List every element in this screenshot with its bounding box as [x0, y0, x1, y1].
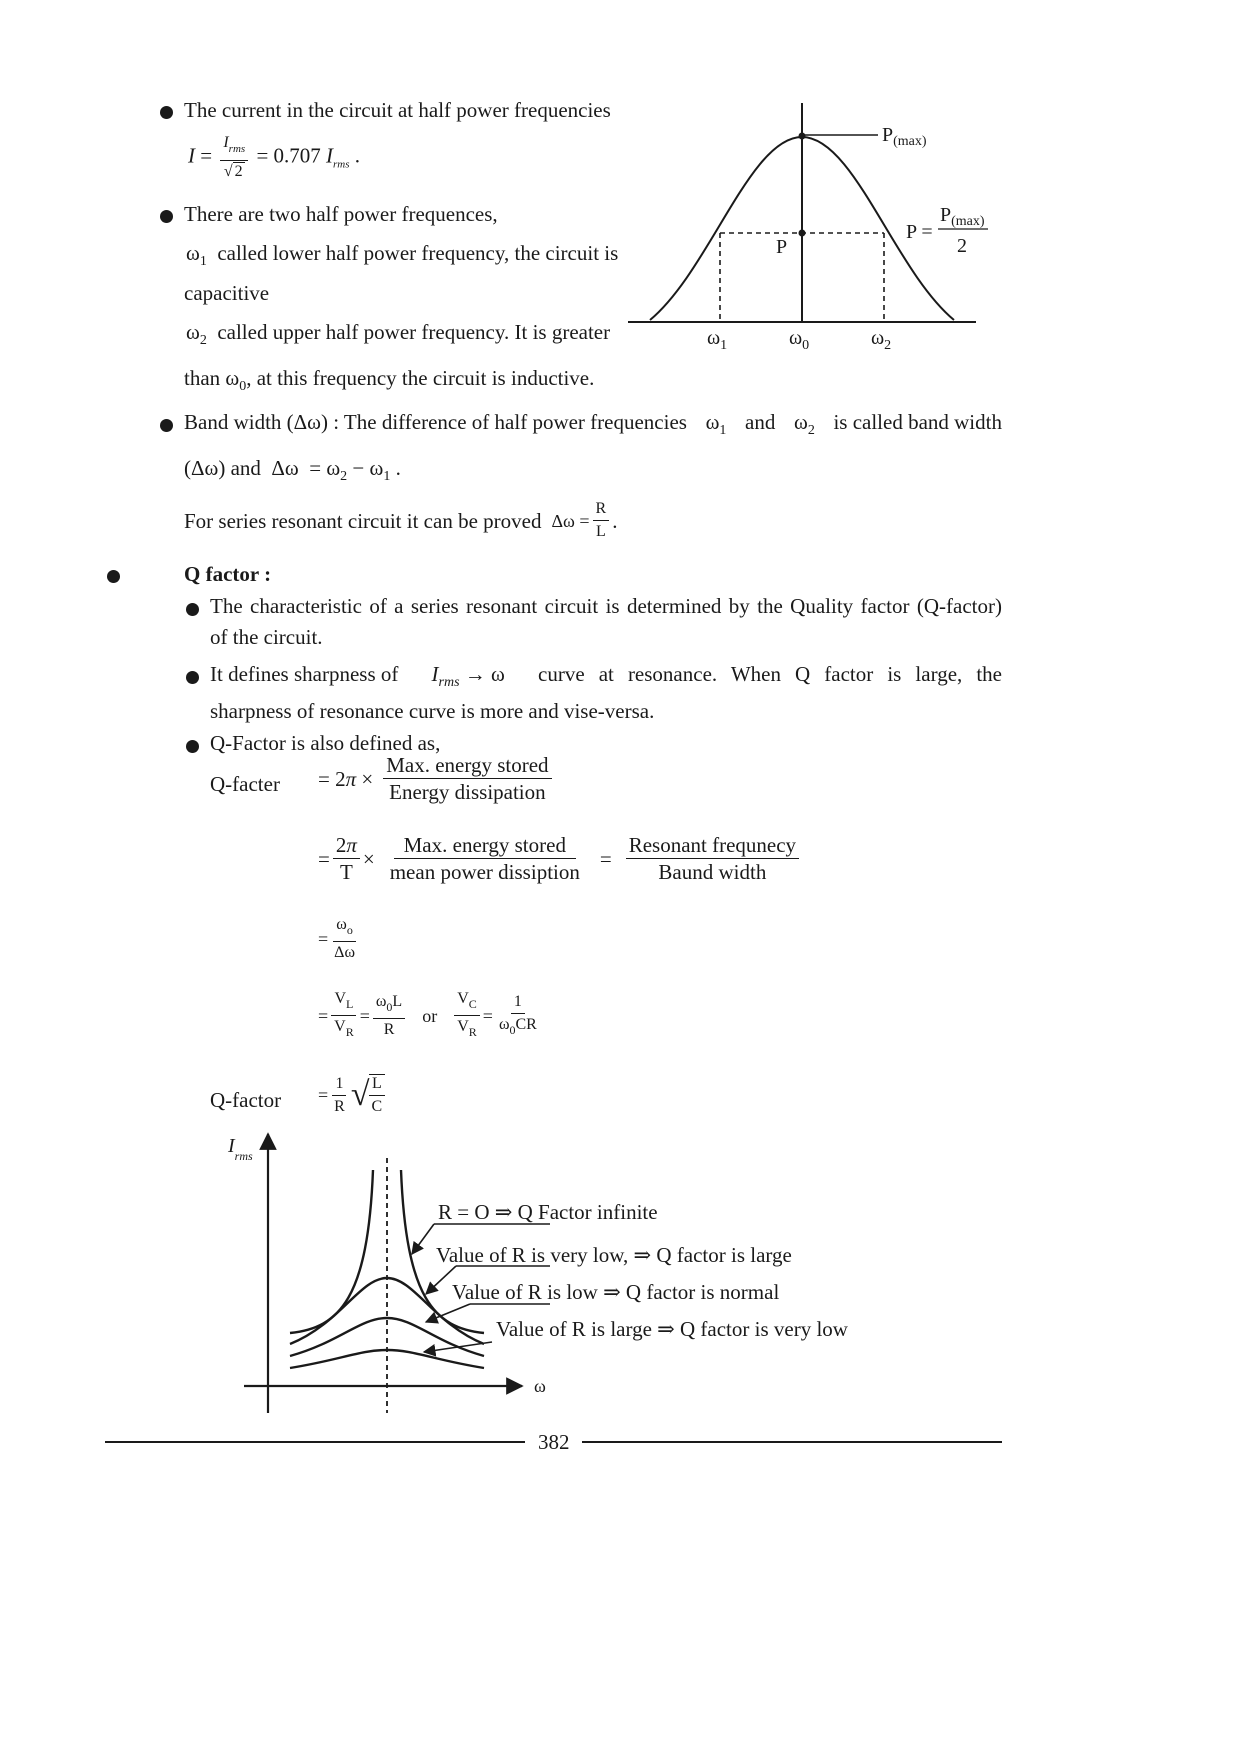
and-text-2: ) and: [218, 456, 261, 480]
omega2-text: called upper half power frequency. It is greater: [217, 320, 611, 344]
bullet-dot: [186, 740, 199, 753]
page-number: 382: [538, 1430, 570, 1454]
or-text: or: [422, 1005, 438, 1026]
label-r-zero: R = O ⇒ Q Factor infinite: [438, 1200, 658, 1224]
y-axis-label: $I_{rms}$: [228, 1135, 253, 1163]
x-axis-label: ω: [534, 1376, 546, 1396]
omega1-label: $\omega_1$: [707, 327, 728, 353]
bullet-dot: [160, 106, 173, 119]
pointer-1: [412, 1224, 434, 1254]
qfactor-label-2: Q-factor: [210, 1088, 282, 1112]
qfactor-p3: Q-Factor is also defined as,: [210, 731, 441, 755]
pmax-point: [799, 133, 806, 140]
eq2-denominator: mean power dissiption: [389, 860, 580, 884]
qfactor-equation-4: = $\frac{V_L}{V_R}$ = $\frac{\omega_0L}{R}$ or $\frac{V_C}{V_R}$ = $\frac{1}{\omega_0CR}$: [318, 990, 537, 1039]
pmax-fraction-num: $P_{(max)}$: [940, 204, 985, 229]
than-text: than: [184, 366, 221, 390]
half-power-current-equation: I = $\frac{I_{rms}}{√ 2}$ = 0.707 $I_{rms}$ .: [188, 134, 361, 180]
curve-r-zero-left: [290, 1170, 373, 1333]
half-power-point: [799, 230, 806, 237]
bullet-dot: [186, 671, 199, 684]
section-bullet: [107, 570, 120, 583]
paren-open: (: [184, 456, 191, 480]
series-resonant-bandwidth: For series resonant circuit it can be proved Δω = $\frac{R}{L}$ .: [184, 500, 618, 540]
capacitive-text: capacitive: [184, 281, 270, 305]
eq1-numerator: Max. energy stored: [383, 754, 551, 779]
bandwidth-label: Band width (: [184, 410, 294, 434]
sharpness-text: It defines sharpness of: [210, 662, 399, 686]
qfacter-label: Q-facter: [210, 772, 280, 796]
qfactor-equation-3: = $\frac{\omega_o}{\Delta\omega}$: [318, 916, 355, 961]
qfactor-equation-1: = 2π × $\frac{\text{Max. energy stored}}{\text{Energy dissipation}}$: [318, 754, 555, 803]
footer-rule-right: [582, 1441, 1002, 1443]
label-r-very-low: Value of R is very low, ⇒ Q factor is large: [436, 1243, 792, 1267]
resonance-curves-graph: [220, 1128, 880, 1418]
omega0-label: $\omega_0$: [789, 327, 810, 353]
bandwidth-desc: ) : The difference of half power frequencies: [320, 410, 687, 434]
eq2b-numerator: Resonant frequnecy: [626, 834, 799, 859]
bandwidth-equation: (Δω) and $\Delta\omega = \omega_2 - \omega_1$ .: [184, 456, 401, 484]
qfactor-equation-2: = $\frac{2\pi}{T}$ × $\frac{\text{Max. energy stored}}{\text{mean power dissiption}}$ = $\frac{\text{Resonant frequnecy}}{\text{Baund width}}$: [318, 834, 802, 883]
qfactor-p1-line2: of the circuit.: [210, 625, 323, 649]
eq2b-denominator: Baund width: [658, 860, 767, 884]
qfactor-equation-5: = $\frac{1}{R}$ √ $\frac{L}{C}$: [318, 1074, 388, 1116]
inductive-text: than $\omega_0$, at this frequency the circuit is inductive.: [184, 366, 595, 394]
bullet-dot: [160, 210, 173, 223]
qfactor-p1-line1: The characteristic of a series resonant circuit is determined by the Quality factor (Q-factor): [210, 594, 1002, 618]
bullet-1-text: The current in the circuit at half power frequencies: [184, 98, 611, 122]
bandwidth-text: Band width (Δω) : The difference of half power frequencies $\omega_1$ and $\omega_2$ is called band width: [184, 409, 1002, 444]
qfactor-heading: Q factor :: [184, 562, 272, 586]
equation-value: = 0.707: [256, 143, 321, 168]
qfactor-p2-line2: sharpness of resonance curve is more and vise-versa.: [210, 699, 655, 723]
and-text: and: [745, 410, 776, 434]
footer-rule-left: [105, 1441, 525, 1443]
omega1-description: $\omega_1$ called lower half power frequency, the circuit is: [186, 241, 619, 269]
power-curve-graph: [620, 95, 1000, 360]
series-resonant-text: For series resonant circuit it can be proved: [184, 508, 542, 533]
eq2-numerator: Max. energy stored: [394, 834, 576, 859]
label-r-large: Value of R is large ⇒ Q factor is very low: [496, 1317, 848, 1341]
omega2-description: $\omega_2$ called upper half power frequency. It is greater: [186, 320, 611, 348]
bullet-dot: [160, 419, 173, 432]
curve-text: curve at resonance. When Q factor is large, the: [538, 662, 1002, 686]
inductive-rest: , at this frequency the circuit is inductive.: [246, 366, 595, 390]
pointer-4: [424, 1342, 492, 1352]
bullet-dot: [186, 603, 199, 616]
omega1-text: called lower half power frequency, the circuit is: [217, 241, 619, 265]
p-equals-label: P =: [906, 221, 933, 243]
called-bandwidth-text: is called band width: [833, 410, 1002, 434]
p-label: P: [776, 236, 788, 258]
eq1-denominator: Energy dissipation: [389, 780, 546, 804]
label-r-low: Value of R is low ⇒ Q factor is normal: [452, 1280, 780, 1304]
qfactor-p2-line1: It defines sharpness of $I_{rms} \to \omega$ curve at resonance. When Q factor is large, the: [210, 661, 1002, 696]
pmax-label: $P_{(max)}$: [882, 124, 927, 149]
fraction-denominator: 2: [957, 235, 967, 257]
bullet-2-text: There are two half power frequences,: [184, 202, 498, 226]
omega2-label: $\omega_2$: [871, 327, 892, 353]
